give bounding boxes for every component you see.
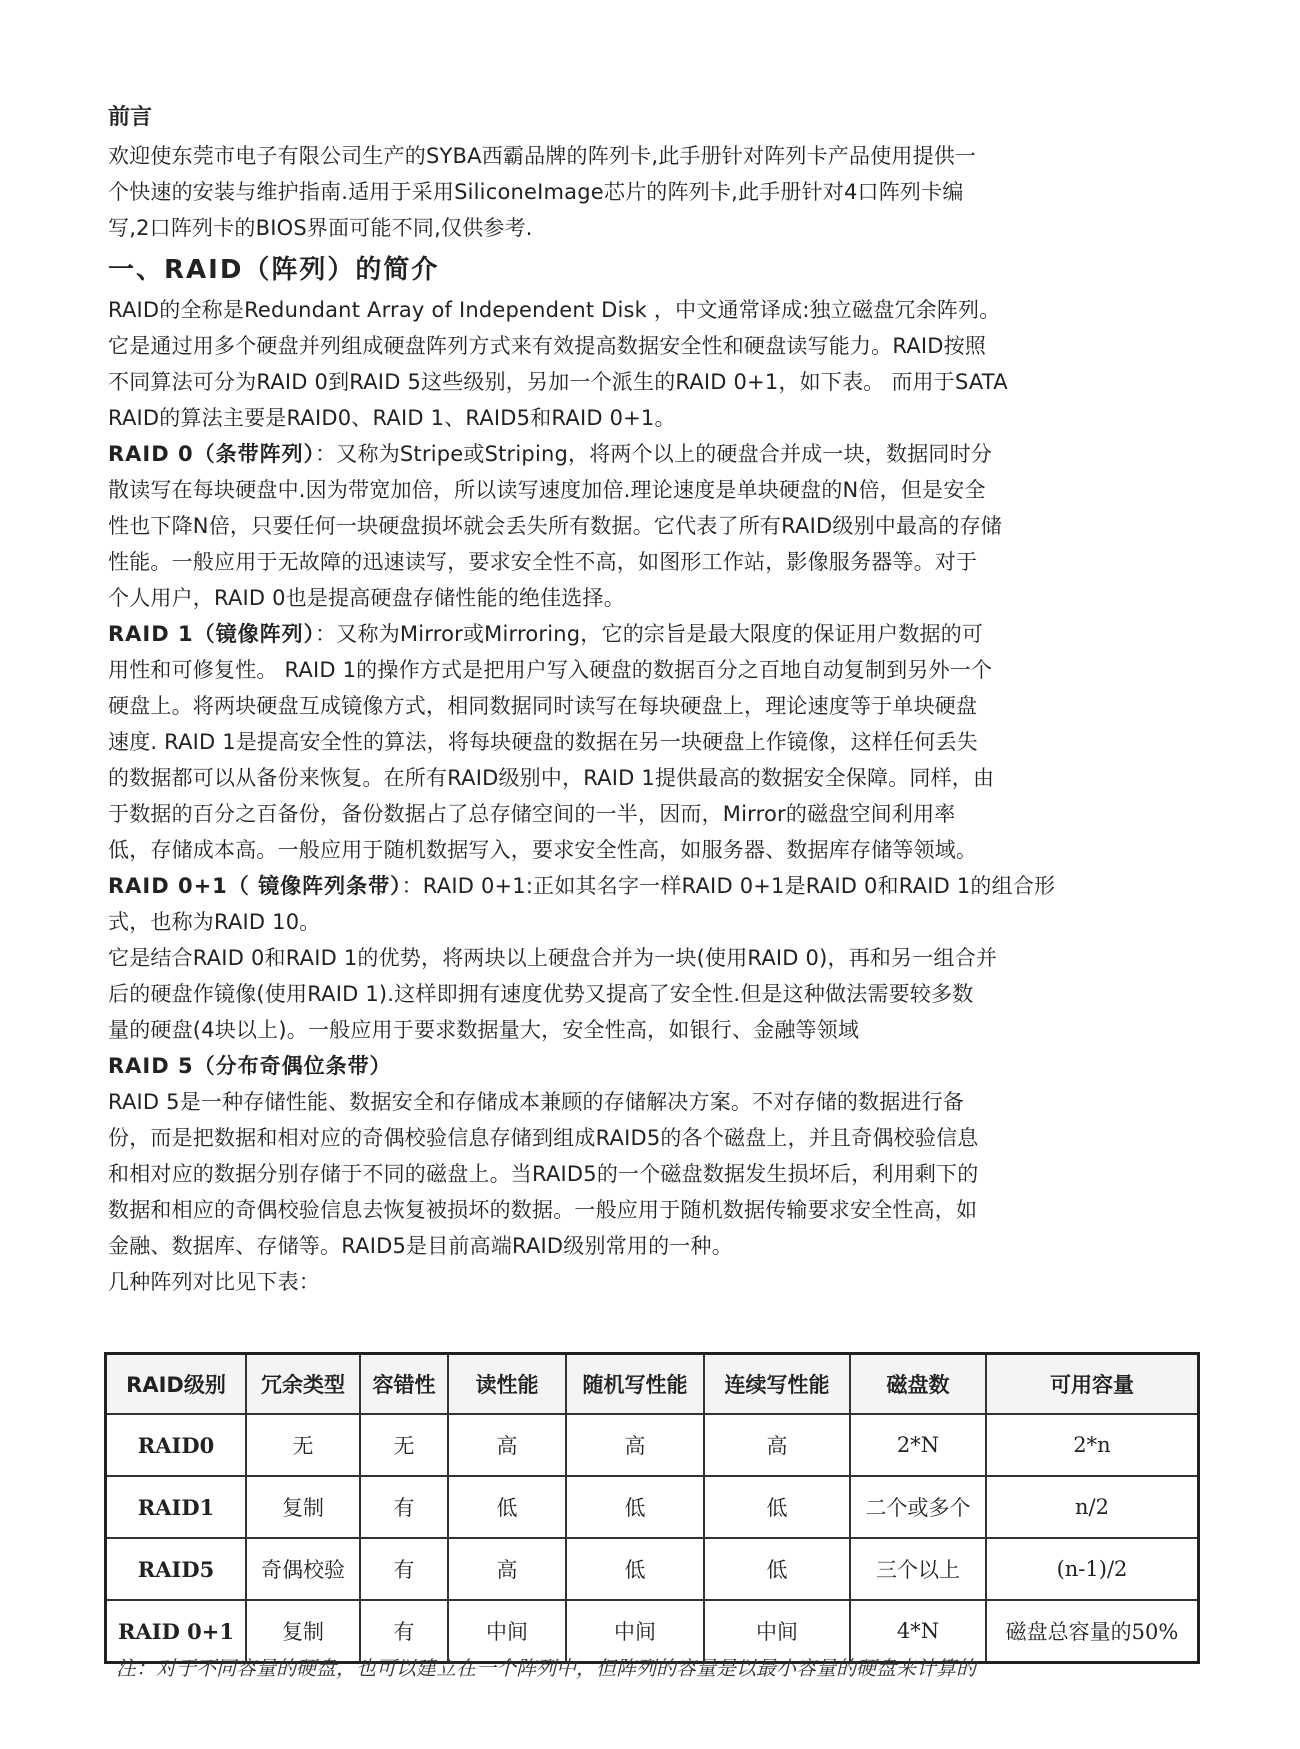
table-cell: 低 [704,1538,850,1600]
intro-line: RAID的全称是Redundant Array of Independent Disk ，中文通常译成:独立磁盘冗余阵列。 [108,298,1001,322]
table-cell: 中间 [448,1600,566,1663]
table-cell: 高 [704,1414,850,1476]
table-row [106,1538,1199,1600]
table-note: 注：对于不同容量的硬盘，也可以建立在一个阵列中，但阵列的容量是以最小容量的硬盘来计算的 [116,1656,976,1680]
raid0-line: 散读写在每块硬盘中.因为带宽加倍，所以读写速度加倍.理论速度是单块硬盘的N倍，但是安全 [108,478,986,502]
table-header-cell: 可用容量 [986,1354,1199,1415]
table-cell: 低 [448,1476,566,1538]
table-cell: 无 [246,1414,360,1476]
table-cell: 有 [360,1538,448,1600]
table-cell: 2*N [850,1414,986,1476]
table-cell: 三个以上 [850,1538,986,1600]
raid1-line: 速度. RAID 1是提高安全性的算法，将每块硬盘的数据在另一块硬盘上作镜像，这样任何丢失 [108,730,978,754]
raid1-line: 低，存储成本高。一般应用于随机数据写入，要求安全性高，如服务器、数据库存储等领域。 [108,838,978,862]
raid5-line: 金融、数据库、存储等。RAID5是目前高端RAID级别常用的一种。 [108,1234,733,1258]
compare-intro: 几种阵列对比见下表： [108,1270,320,1294]
table-cell: 复制 [246,1476,360,1538]
table-cell: 高 [448,1414,566,1476]
intro-line: 不同算法可分为RAID 0到RAID 5这些级别，另加一个派生的RAID 0+1，如下表。 而用于SATA [108,370,1008,394]
raid0-paragraph-first [108,436,1208,472]
raid01-line: ：RAID 0+1:正如其名字一样RAID 0+1是RAID 0和RAID 1的组合形 [401,874,1056,898]
raid1-paragraph-first [108,616,1208,652]
table-cell: RAID0 [106,1414,247,1476]
table-cell: 奇偶校验 [246,1538,360,1600]
table-cell: 复制 [246,1600,360,1663]
table-cell: (n-1)/2 [986,1538,1199,1600]
table-header-cell: 随机写性能 [566,1354,704,1415]
raid1-line: 于数据的百分之百备份，备份数据占了总存储空间的一半，因而，Mirror的磁盘空间利用率 [108,802,956,826]
table-cell: RAID5 [106,1538,247,1600]
raid5-label: RAID 5（分布奇偶位条带） [108,1054,392,1078]
table-header-cell: 读性能 [448,1354,566,1415]
table-cell: 低 [566,1476,704,1538]
raid01-paragraph-first [108,868,1208,904]
raid0-label: RAID 0（条带阵列） [108,442,316,466]
table-header-cell: 冗余类型 [246,1354,360,1415]
raid1-line: 的数据都可以从备份来恢复。在所有RAID级别中，RAID 1提供最高的数据安全保障。同样，由 [108,766,995,790]
raid5-line: 数据和相应的奇偶校验信息去恢复被损坏的数据。一般应用于随机数据传输要求安全性高，如 [108,1198,978,1222]
table-cell: 磁盘总容量的50% [986,1600,1199,1663]
table-row [106,1476,1199,1538]
table-cell: 中间 [566,1600,704,1663]
raid0-line: 性能。一般应用于无故障的迅速读写，要求安全性不高，如图形工作站，影像服务器等。对于 [108,550,978,574]
table-header-cell: 容错性 [360,1354,448,1415]
raid01-label: RAID 0+1（ 镜像阵列条带） [108,874,402,898]
table-cell: 中间 [704,1600,850,1663]
table-cell: 2*n [986,1414,1199,1476]
raid01-line: 式，也称为RAID 10。 [108,910,321,934]
intro-line: RAID的算法主要是RAID0、RAID 1、RAID5和RAID 0+1。 [108,406,676,430]
raid01-line: 后的硬盘作镜像(使用RAID 1).这样即拥有速度优势又提高了安全性.但是这种做法需要较多数 [108,982,974,1006]
raid01-line: 它是结合RAID 0和RAID 1的优势，将两块以上硬盘合并为一块(使用RAID 0)，再和另一组合并 [108,946,998,970]
table-cell: RAID 0+1 [106,1600,247,1663]
table-header-cell: 连续写性能 [704,1354,850,1415]
table-cell: RAID1 [106,1476,247,1538]
intro-line: 它是通过用多个硬盘并列组成硬盘阵列方式来有效提高数据安全性和硬盘读写能力。RAID按照 [108,334,987,358]
table-header-row [106,1354,1199,1415]
table-cell: 二个或多个 [850,1476,986,1538]
table-cell: 高 [566,1414,704,1476]
raid5-line: 份，而是把数据和相对应的奇偶校验信息存储到组成RAID5的各个磁盘上，并且奇偶校验信息 [108,1126,979,1150]
preface-line: 写,2口阵列卡的BIOS界面可能不同,仅供参考. [108,216,533,240]
raid1-label: RAID 1（镜像阵列） [108,622,316,646]
preface-line: 个快速的安装与维护指南.适用于采用SiliconeImage芯片的阵列卡,此手册针对4口阵列卡编 [108,180,964,204]
preface-line: 欢迎使东莞市电子有限公司生产的SYBA西霸品牌的阵列卡,此手册针对阵列卡产品使用提供一 [108,144,977,168]
table-cell: 有 [360,1600,448,1663]
table-header-cell: 磁盘数 [850,1354,986,1415]
table-cell: n/2 [986,1476,1199,1538]
raid0-line: 个人用户，RAID 0也是提高硬盘存储性能的绝佳选择。 [108,586,625,610]
table-cell: 低 [704,1476,850,1538]
table-cell: 无 [360,1414,448,1476]
raid1-line: 硬盘上。将两块硬盘互成镜像方式，相同数据同时读写在每块硬盘上，理论速度等于单块硬盘 [108,694,978,718]
raid5-line: 和相对应的数据分别存储于不同的磁盘上。当RAID5的一个磁盘数据发生损坏后，利用剩下的 [108,1162,979,1186]
table-cell: 有 [360,1476,448,1538]
table-row [106,1414,1199,1476]
document-body [108,100,1208,1300]
table-cell: 4*N [850,1600,986,1663]
raid1-line: ：又称为Mirror或Mirroring，它的宗旨是最大限度的保证用户数据的可 [315,622,984,646]
table-cell: 高 [448,1538,566,1600]
section-title: 一、RAID（阵列）的简介 [108,255,440,285]
table-cell: 低 [566,1538,704,1600]
raid01-line: 量的硬盘(4块以上)。一般应用于要求数据量大，安全性高，如银行、金融等领域 [108,1018,860,1042]
table-header-cell: RAID级别 [106,1354,247,1415]
raid0-line: ：又称为Stripe或Striping，将两个以上的硬盘合并成一块，数据同时分 [315,442,993,466]
raid-comparison-table [104,1352,1200,1664]
raid0-line: 性也下降N倍，只要任何一块硬盘损坏就会丢失所有数据。它代表了所有RAID级别中最高的存储 [108,514,1002,538]
raid5-line: RAID 5是一种存储性能、数据安全和存储成本兼顾的存储解决方案。不对存储的数据进行备 [108,1090,965,1114]
raid1-line: 用性和可修复性。 RAID 1的操作方式是把用户写入硬盘的数据百分之百地自动复制到另外一个 [108,658,993,682]
preface-title: 前言 [108,105,153,130]
